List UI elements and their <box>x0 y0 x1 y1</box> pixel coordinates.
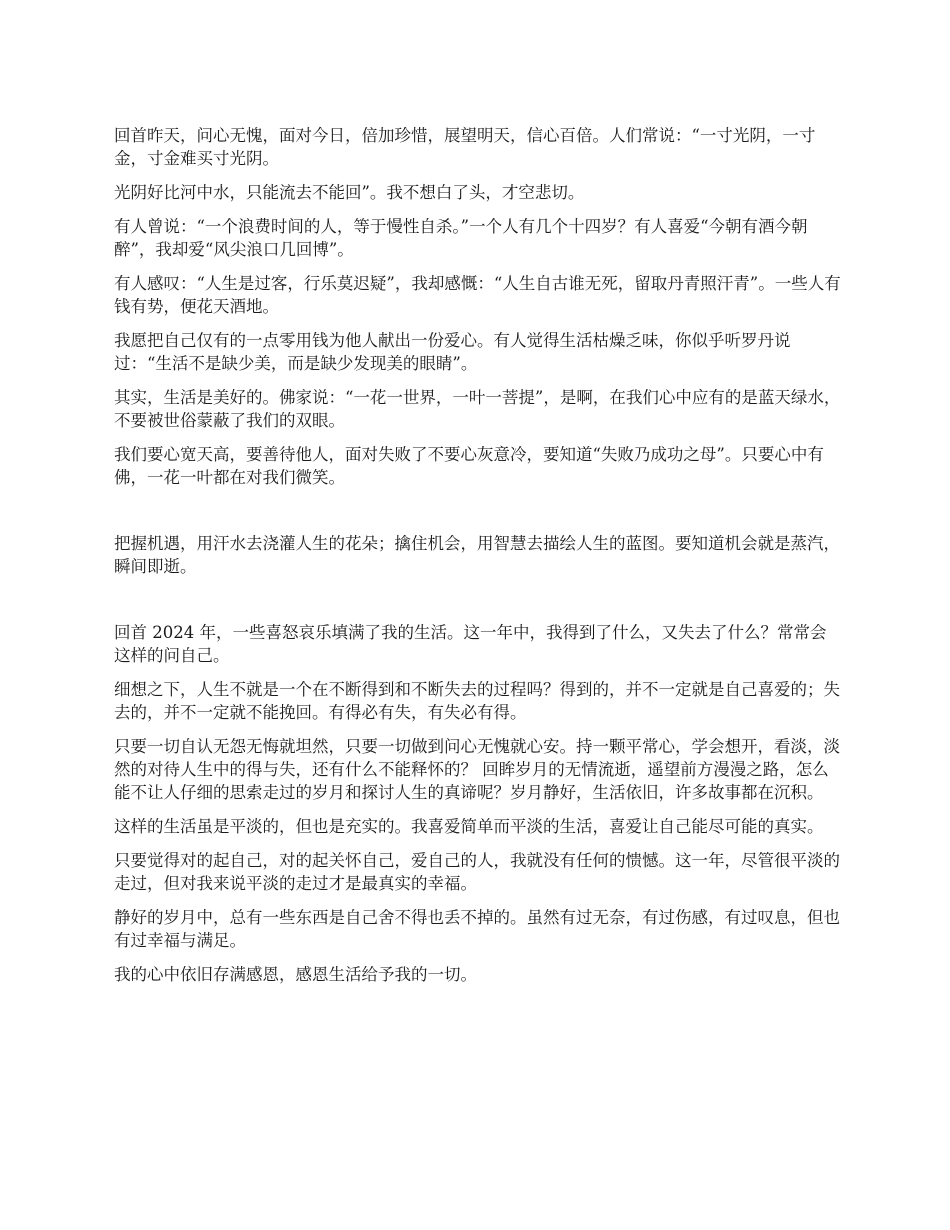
paragraph: 我愿把自己仅有的一点零用钱为他人献出一份爱心。有人觉得生活枯燥乏味，你似乎听罗丹说过：“生活不是缺少美，而是缺少发现美的眼睛”。 <box>114 331 791 373</box>
section-spacer <box>114 589 842 621</box>
paragraph: 只要觉得对的起自己，对的起关怀自己，爱自己的人，我就没有任何的愦憾。这一年，尽管很平淡的走过，但对我来说平淡的走过才是最真实的幸福。 <box>114 851 840 893</box>
paragraph: 这样的生活虽是平淡的，但也是充实的。我喜爱简单而平淡的生活，喜爱让自己能尽可能的真实。 <box>114 817 824 836</box>
section-spacer <box>114 500 842 532</box>
paragraph: 静好的岁月中，总有一些东西是自己舍不得也丢不掉的。虽然有过无奈，有过伤感，有过叹息，但也有过幸福与满足。 <box>114 908 840 950</box>
paragraph: 只要一切自认无怨无悔就坦然，只要一切做到问心无愧就心安。持一颗平常心，学会想开，看淡，淡然的对待人生中的得与失，还有什么不能释怀的？ 回眸岁月的无情流逝，遥望前方漫漫之路，怎么能不让人仔细的思索走过的岁月和探讨人生的真谛呢？岁月静好，生活依旧，许多故事都在沉积。 <box>114 737 840 802</box>
paragraph: 细想之下，人生不就是一个在不断得到和不断失去的过程吗？得到的，并不一定就是自己喜爱的；失去的，并不一定就不能挽回。有得必有失，有失必有得。 <box>114 680 840 722</box>
paragraph: 光阴好比河中水，只能流去不能回”。我不想白了头，才空悲切。 <box>114 183 585 202</box>
paragraph: 有人曾说：“一个浪费时间的人，等于慢性自杀。”一个人有几个十四岁？有人喜爱“今朝有酒今朝醉”，我却爱“风尖浪口几回博”。 <box>114 217 808 259</box>
paragraph: 回首 2024 年，一些喜怒哀乐填满了我的生活。这一年中，我得到了什么，又失去了什么？常常会这样的问自己。 <box>114 623 827 665</box>
paragraph: 把握机遇，用汗水去浇灌人生的花朵；擒住机会，用智慧去描绘人生的蓝图。要知道机会就是蒸汽，瞬间即逝。 <box>114 534 840 576</box>
paragraph: 有人感叹：“人生是过客，行乐莫迟疑”，我却感慨：“人生自古谁无死，留取丹青照汗青”。一些人有钱有势，便花天酒地。 <box>114 274 841 316</box>
paragraph: 回首昨天，问心无愧，面对今日，倍加珍惜，展望明天，信心百倍。人们常说：“一寸光阴，一寸金，寸金难买寸光阴。 <box>114 126 816 168</box>
document-page <box>114 124 842 997</box>
paragraph: 其实，生活是美好的。佛家说：“一花一世界，一叶一菩提”，是啊，在我们心中应有的是蓝天绿水，不要被世俗蒙蔽了我们的双眼。 <box>114 388 841 430</box>
paragraph: 我的心中依旧存满感恩，感恩生活给予我的一切。 <box>114 965 477 984</box>
paragraph: 我们要心宽天高，要善待他人，面对失败了不要心灰意冷，要知道“失败乃成功之母”。只要心中有佛，一花一叶都在对我们微笑。 <box>114 445 824 487</box>
